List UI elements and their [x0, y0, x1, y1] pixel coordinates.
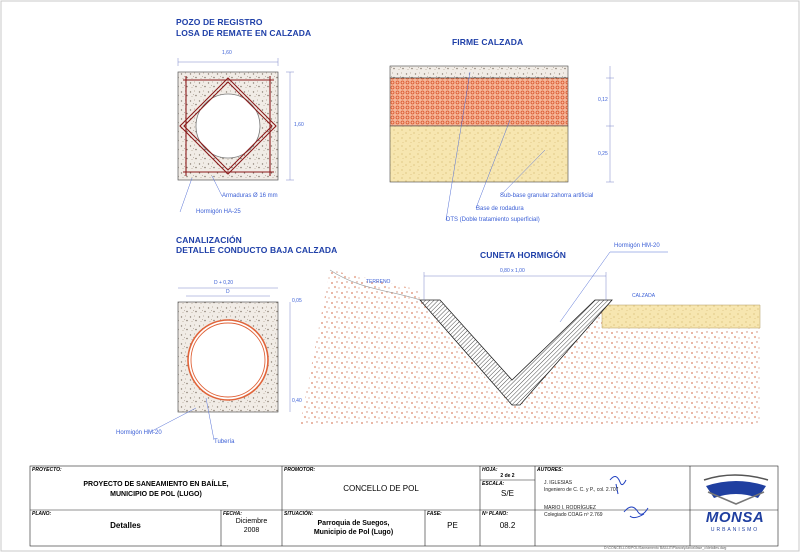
pozo-label-armaduras: Armaduras Ø 16 mm — [222, 193, 278, 199]
pozo-title-line1: POZO DE REGISTRO — [176, 17, 263, 27]
logo-name: MONSA — [705, 509, 765, 526]
canalizacion-label-hormigon: Hormigón HM-20 — [116, 430, 162, 436]
plano-value: Detalles — [110, 521, 141, 530]
escala-value: S/E — [501, 489, 514, 498]
proyecto-line2: MUNICIPIO DE POL (LUGO) — [110, 491, 202, 498]
monsa-logo — [704, 475, 768, 504]
promotor-label: PROMOTOR: — [284, 467, 316, 473]
logo-subtitle: URBANISMO — [710, 527, 760, 533]
promotor-value: CONCELLO DE POL — [343, 484, 419, 493]
autor1-name: J. IGLESIAS — [544, 480, 573, 486]
cuneta-dim-width: 0,80 x 1,00 — [500, 268, 525, 274]
firme-dim-bottom: 0,25 — [598, 151, 608, 157]
canalizacion-title-line1: CANALIZACIÓN — [176, 235, 242, 245]
cuneta-label-hormigon: Hormigón HM-20 — [614, 243, 660, 249]
situacion-line1: Parroquia de Suegos, — [317, 520, 390, 527]
file-path: D:\CONCELLOS\POL\Saneamento BAILLE\Planos\planos\fase_c\detalles.dwg — [604, 546, 727, 550]
cuneta-label-terreno: TERRENO — [366, 279, 391, 285]
situacion-line2: Municipio de Pol (Lugo) — [313, 529, 394, 536]
autor2-name: MARIO I. RODRÍGUEZ — [544, 505, 596, 511]
autor2-title: Colegiado COAG nº 2.769 — [544, 512, 603, 518]
canalizacion-dim-inner: D — [226, 289, 230, 295]
canalizacion-dim-bottom: 0,40 — [292, 398, 302, 404]
firme-label-dts: DTS (Doble tratamiento superficial) — [446, 217, 540, 223]
autor1-title: Ingeniero de C. C. y P., col. 2.707 — [544, 487, 619, 493]
hoja-label: HOJA: — [482, 467, 498, 473]
autores-label: AUTORES: — [537, 467, 564, 473]
situacion-label: SITUACIÓN: — [284, 511, 314, 517]
firme-label-subbase: Sub-base granular zahorra artificial — [500, 193, 594, 199]
canalizacion-title-line2: DETALLE CONDUCTO BAJA CALZADA — [176, 245, 338, 255]
firme-dim-top: 0,12 — [598, 97, 608, 103]
fecha-label: FECHA: — [223, 511, 242, 517]
plano-label: PLANO: — [32, 511, 52, 517]
firme-title: FIRME CALZADA — [452, 37, 524, 47]
pozo-dim-top: 1,60 — [222, 50, 232, 56]
proyecto-label: PROYECTO: — [32, 467, 62, 473]
cuneta-label-calzada: CALZADA — [632, 293, 656, 299]
canalizacion-dim-top: 0,05 — [292, 298, 302, 304]
cuneta-title: CUNETA HORMIGÓN — [480, 250, 567, 260]
canalizacion-label-tuberia: Tubería — [214, 439, 235, 445]
pozo-title-line2: LOSA DE REMATE EN CALZADA — [176, 28, 312, 38]
escala-label: ESCALA: — [482, 481, 505, 487]
numplano-label: Nº PLANO: — [482, 511, 508, 517]
fecha-line2: 2008 — [243, 527, 260, 534]
numplano-value: 08.2 — [499, 521, 516, 530]
fecha-line1: Diciembre — [235, 518, 268, 525]
proyecto-line1: PROYECTO DE SANEAMIENTO EN BAÍLLE, — [83, 481, 229, 488]
fase-value: PE — [447, 521, 458, 530]
pozo-label-hormigon: Hormigón HA-25 — [196, 209, 241, 215]
pozo-dim-right: 1,60 — [294, 122, 304, 128]
hoja-value: 2 de 2 — [500, 473, 515, 479]
canalizacion-dim-outer: D + 0,20 — [214, 280, 234, 286]
firme-label-base: Base de rodadura — [476, 206, 524, 212]
fase-label: FASE: — [427, 511, 442, 517]
